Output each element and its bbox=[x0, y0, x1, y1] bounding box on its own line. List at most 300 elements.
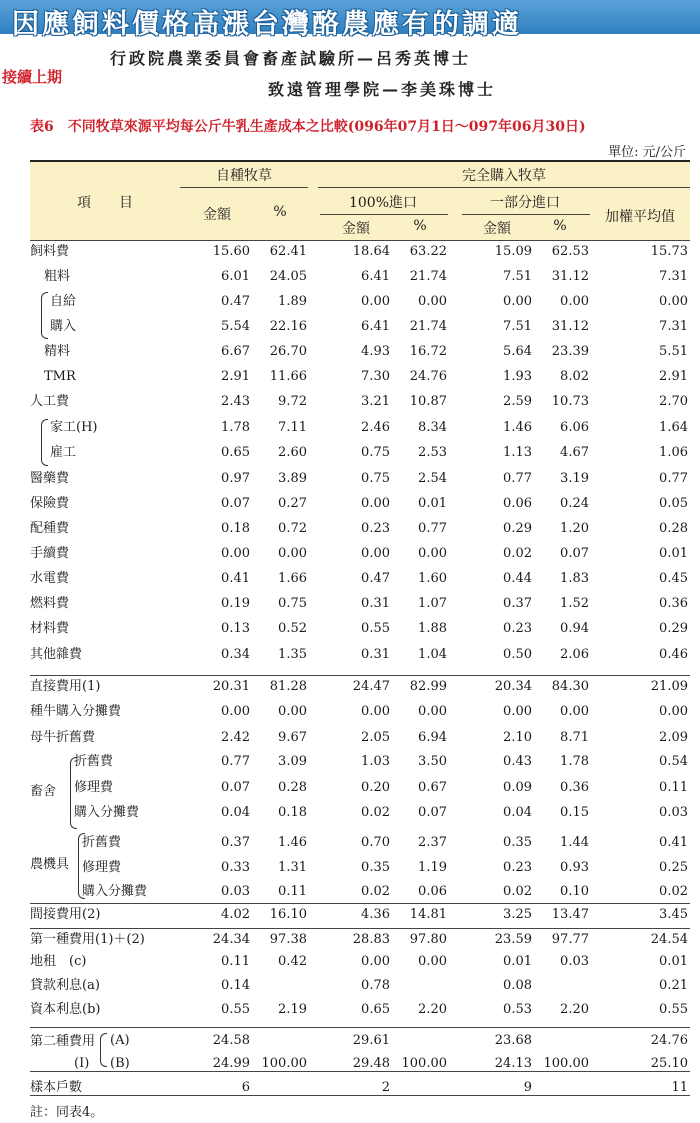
table-cell: 0.03 bbox=[560, 954, 589, 969]
table-cell: 0.67 bbox=[418, 780, 447, 795]
row-label: 母牛折舊費 bbox=[30, 730, 96, 745]
table-cell: 0.97 bbox=[221, 471, 250, 486]
table-cell: 2.70 bbox=[659, 394, 688, 409]
table-cell: 2.20 bbox=[560, 1002, 589, 1017]
table-cell: 1.66 bbox=[278, 571, 307, 586]
table-cell: 2.59 bbox=[503, 394, 532, 409]
row-label: 飼料費 bbox=[30, 244, 70, 259]
table-cell: 0.94 bbox=[560, 621, 589, 636]
table-cell: 15.09 bbox=[494, 244, 532, 259]
table-cell: 0.00 bbox=[361, 496, 390, 511]
table-cell: 0.34 bbox=[221, 647, 250, 662]
header-percent: % bbox=[413, 218, 427, 234]
table-cell: 0.00 bbox=[418, 294, 447, 309]
table-cell: 2.43 bbox=[221, 394, 250, 409]
row-label: 間接費用(2) bbox=[30, 907, 101, 922]
row-label: 貸款利息(a) bbox=[30, 978, 100, 993]
magazine-banner bbox=[0, 0, 700, 40]
table-cell: 7.11 bbox=[278, 420, 307, 435]
row-label: 人工費 bbox=[30, 394, 70, 409]
table-cell: 0.23 bbox=[503, 860, 532, 875]
table-cell: 7.31 bbox=[659, 319, 688, 334]
table-cell: 1.31 bbox=[278, 860, 307, 875]
table-cell: 0.08 bbox=[503, 978, 532, 993]
section-rule bbox=[30, 928, 690, 929]
table-cell: 23.68 bbox=[494, 1033, 532, 1048]
table-cell: 0.41 bbox=[659, 835, 688, 850]
table-cell: 14.81 bbox=[409, 907, 447, 922]
table-cell: 0.02 bbox=[659, 884, 688, 899]
table-cell: 3.21 bbox=[361, 394, 390, 409]
table-cell: 0.31 bbox=[361, 596, 390, 611]
table-cell: 0.21 bbox=[659, 978, 688, 993]
table-cell: 0.18 bbox=[221, 521, 250, 536]
group-brace bbox=[41, 292, 48, 339]
table-cell: 4.36 bbox=[361, 907, 390, 922]
table-cell: 0.25 bbox=[659, 860, 688, 875]
table-cell: 8.02 bbox=[560, 369, 589, 384]
table-cell: 24.47 bbox=[352, 679, 390, 694]
table-cell: 0.11 bbox=[659, 780, 688, 795]
row-label: 其他雜費 bbox=[30, 647, 83, 662]
table-cell: 9 bbox=[523, 1080, 532, 1095]
section-rule bbox=[30, 903, 690, 904]
group-label-livestock-housing: 畜舍 bbox=[30, 784, 57, 799]
table-cell: 31.12 bbox=[551, 319, 589, 334]
table-cell: 24.76 bbox=[650, 1033, 688, 1048]
table-cell: 20.34 bbox=[494, 679, 532, 694]
table-cell: 0.31 bbox=[361, 647, 390, 662]
table-cell: 0.19 bbox=[221, 596, 250, 611]
table-cell: 0.06 bbox=[418, 884, 447, 899]
table-cell: 20.31 bbox=[212, 679, 250, 694]
header-rule bbox=[320, 214, 448, 215]
table-cell: 100.00 bbox=[261, 1056, 307, 1071]
table-cell: 0.00 bbox=[361, 704, 390, 719]
table-cell: 97.80 bbox=[409, 932, 447, 947]
table-cell: 81.28 bbox=[269, 679, 307, 694]
table-cell: 2.60 bbox=[278, 445, 307, 460]
table-cell: 29.61 bbox=[352, 1033, 390, 1048]
table-cell: 0.28 bbox=[278, 780, 307, 795]
table-cell: 26.70 bbox=[269, 344, 307, 359]
group-label-second-cost-marker: (I) bbox=[74, 1056, 90, 1071]
table-cell: 0.28 bbox=[659, 521, 688, 536]
table-cell: 1.03 bbox=[361, 754, 390, 769]
table-top-rule bbox=[30, 160, 690, 162]
row-label: 種牛購入分攤費 bbox=[30, 704, 122, 719]
row-label: 材料費 bbox=[30, 621, 70, 636]
table-cell: 2.91 bbox=[221, 369, 250, 384]
table-cell: 18.64 bbox=[352, 244, 390, 259]
table-cell: 0.18 bbox=[278, 805, 307, 820]
table-cell: 2.91 bbox=[659, 369, 688, 384]
table-cell: 5.54 bbox=[221, 319, 250, 334]
table-cell: 0.77 bbox=[659, 471, 688, 486]
table-cell: 0.44 bbox=[503, 571, 532, 586]
table-cell: 16.72 bbox=[409, 344, 447, 359]
row-label: 修理費 bbox=[82, 860, 122, 875]
table-cell: 8.34 bbox=[418, 420, 447, 435]
table-cell: 1.46 bbox=[278, 835, 307, 850]
table-cell: 0.00 bbox=[278, 704, 307, 719]
table-cell: 0.72 bbox=[278, 521, 307, 536]
table-cell: 0.75 bbox=[361, 471, 390, 486]
section-rule bbox=[30, 1071, 690, 1072]
table-cell: 0.00 bbox=[418, 954, 447, 969]
table-cell: 0.77 bbox=[503, 471, 532, 486]
table-cell: 1.89 bbox=[278, 294, 307, 309]
table-cell: 0.93 bbox=[560, 860, 589, 875]
table-cell: 82.99 bbox=[409, 679, 447, 694]
table-cell: 0.52 bbox=[278, 621, 307, 636]
header-percent: % bbox=[553, 218, 567, 234]
table-cell: 1.60 bbox=[418, 571, 447, 586]
table-cell: 0.02 bbox=[503, 884, 532, 899]
row-label: 樣本戶數 bbox=[30, 1080, 83, 1095]
table-cell: 3.25 bbox=[503, 907, 532, 922]
table-cell: 63.22 bbox=[409, 244, 447, 259]
group-label-second-cost: 第二種費用 bbox=[30, 1034, 96, 1049]
table-cell: 1.06 bbox=[659, 445, 688, 460]
table-cell: 2.54 bbox=[418, 471, 447, 486]
table-cell: 0.43 bbox=[503, 754, 532, 769]
row-label: 精料 bbox=[44, 344, 71, 359]
table-cell: 97.38 bbox=[269, 932, 307, 947]
table-cell: 21.74 bbox=[409, 269, 447, 284]
group-label-farm-machinery: 農機具 bbox=[30, 857, 70, 872]
table-cell: 24.34 bbox=[212, 932, 250, 947]
table-cell: 8.71 bbox=[560, 730, 589, 745]
table-cell: 0.70 bbox=[361, 835, 390, 850]
header-rule bbox=[318, 187, 690, 188]
table-cell: 0.00 bbox=[221, 546, 250, 561]
table-cell: 24.76 bbox=[409, 369, 447, 384]
table-cell: 28.83 bbox=[352, 932, 390, 947]
table-cell: 1.46 bbox=[503, 420, 532, 435]
row-label: 直接費用(1) bbox=[30, 679, 101, 694]
table-cell: 0.55 bbox=[659, 1002, 688, 1017]
table-cell: 6.41 bbox=[361, 319, 390, 334]
table-cell: 0.15 bbox=[560, 805, 589, 820]
header-import-part: 一部分進口 bbox=[490, 195, 560, 211]
table-cell: 0.53 bbox=[503, 1002, 532, 1017]
table-cell: 3.09 bbox=[278, 754, 307, 769]
header-weighted-average: 加權平均值 bbox=[605, 209, 675, 225]
table-cell: 31.12 bbox=[551, 269, 589, 284]
table-cell: 4.02 bbox=[221, 907, 250, 922]
table-cell: 0.45 bbox=[659, 571, 688, 586]
table-cell: 0.41 bbox=[221, 571, 250, 586]
table-cell: 1.88 bbox=[418, 621, 447, 636]
table-cell: 0.77 bbox=[418, 521, 447, 536]
table-cell: 62.53 bbox=[551, 244, 589, 259]
table-cell: 0.77 bbox=[221, 754, 250, 769]
table-cell: 0.07 bbox=[221, 496, 250, 511]
author-line: 致遠管理學院—李美珠博士 bbox=[268, 80, 497, 99]
row-label: 資本利息(b) bbox=[30, 1002, 101, 1017]
table-cell: 1.20 bbox=[560, 521, 589, 536]
table-cell: 0.36 bbox=[659, 596, 688, 611]
group-brace bbox=[78, 833, 85, 899]
row-label: TMR bbox=[44, 369, 76, 384]
table-caption: 表6 不同牧草來源平均每公斤牛乳生產成本之比較(096年07月1日～097年06月30日) bbox=[30, 119, 586, 135]
header-rule bbox=[180, 187, 308, 188]
table-cell: 0.00 bbox=[659, 294, 688, 309]
table-cell: 0.00 bbox=[361, 294, 390, 309]
header-amount: 金額 bbox=[203, 207, 231, 223]
table-cell: 23.39 bbox=[551, 344, 589, 359]
author-line: 行政院農業委員會畜產試驗所—呂秀英博士 bbox=[110, 49, 472, 68]
table-cell: 0.36 bbox=[560, 780, 589, 795]
table-cell: 0.11 bbox=[221, 954, 250, 969]
table-cell: 0.00 bbox=[560, 294, 589, 309]
row-label: (B) bbox=[110, 1056, 130, 1071]
table-cell: 25.10 bbox=[650, 1056, 688, 1071]
table-cell: 16.10 bbox=[269, 907, 307, 922]
table-cell: 3.45 bbox=[659, 907, 688, 922]
table-cell: 3.89 bbox=[278, 471, 307, 486]
table-cell: 1.13 bbox=[503, 445, 532, 460]
row-label: (A) bbox=[110, 1033, 130, 1048]
row-label: 購入 bbox=[50, 319, 77, 334]
row-label: 地租 (c) bbox=[30, 954, 87, 969]
row-label: 粗料 bbox=[44, 269, 71, 284]
table-cell: 10.87 bbox=[409, 394, 447, 409]
table-cell: 0.50 bbox=[503, 647, 532, 662]
group-brace bbox=[70, 757, 77, 829]
row-label: 手續費 bbox=[30, 546, 70, 561]
table-cell: 0.65 bbox=[221, 445, 250, 460]
table-cell: 7.51 bbox=[503, 319, 532, 334]
table-cell: 1.64 bbox=[659, 420, 688, 435]
table-cell: 0.35 bbox=[503, 835, 532, 850]
table-cell: 4.93 bbox=[361, 344, 390, 359]
table-cell: 0.00 bbox=[560, 704, 589, 719]
table-cell: 9.72 bbox=[278, 394, 307, 409]
table-cell: 1.04 bbox=[418, 647, 447, 662]
table-cell: 2.19 bbox=[278, 1002, 307, 1017]
table-cell: 15.73 bbox=[650, 244, 688, 259]
table-cell: 24.54 bbox=[650, 932, 688, 947]
table-cell: 15.60 bbox=[212, 244, 250, 259]
table-cell: 0.02 bbox=[503, 546, 532, 561]
section-rule bbox=[30, 1027, 690, 1028]
header-bottom-rule bbox=[30, 240, 690, 241]
table-cell: 2.06 bbox=[560, 647, 589, 662]
table-cell: 0.47 bbox=[221, 294, 250, 309]
table-cell: 13.47 bbox=[551, 907, 589, 922]
table-cell: 6.41 bbox=[361, 269, 390, 284]
table-cell: 0.55 bbox=[221, 1002, 250, 1017]
row-label: 雇工 bbox=[50, 445, 77, 460]
row-label: 第一種費用(1)＋(2) bbox=[30, 932, 145, 947]
row-label: 折舊費 bbox=[74, 754, 114, 769]
table-cell: 6.06 bbox=[560, 420, 589, 435]
table-cell: 0.04 bbox=[503, 805, 532, 820]
table-cell: 0.23 bbox=[503, 621, 532, 636]
table-cell: 2.46 bbox=[361, 420, 390, 435]
banner-title: 因應飼料價格高漲台灣酪農應有的調適 bbox=[12, 9, 522, 40]
table-cell: 2.20 bbox=[418, 1002, 447, 1017]
table-cell: 0.00 bbox=[503, 704, 532, 719]
table-cell: 0.29 bbox=[503, 521, 532, 536]
table-cell: 0.09 bbox=[503, 780, 532, 795]
row-label: 購入分攤費 bbox=[82, 884, 148, 899]
header-import-100: 100%進口 bbox=[348, 195, 418, 211]
table-cell: 1.93 bbox=[503, 369, 532, 384]
table-cell: 0.00 bbox=[361, 954, 390, 969]
table-cell: 1.52 bbox=[560, 596, 589, 611]
table-cell: 1.07 bbox=[418, 596, 447, 611]
table-cell: 0.01 bbox=[659, 954, 688, 969]
table-cell: 0.00 bbox=[659, 704, 688, 719]
table-cell: 0.03 bbox=[659, 805, 688, 820]
cost-table bbox=[30, 160, 690, 1098]
table-cell: 0.13 bbox=[221, 621, 250, 636]
table-cell: 0.24 bbox=[560, 496, 589, 511]
table-cell: 21.74 bbox=[409, 319, 447, 334]
row-label: 折舊費 bbox=[82, 835, 122, 850]
header-amount: 金額 bbox=[483, 221, 511, 237]
row-label: 修理費 bbox=[74, 780, 114, 795]
table-cell: 3.19 bbox=[560, 471, 589, 486]
table-cell: 0.07 bbox=[418, 805, 447, 820]
table-cell: 24.58 bbox=[212, 1033, 250, 1048]
table-cell: 29.48 bbox=[352, 1056, 390, 1071]
table-cell: 1.83 bbox=[560, 571, 589, 586]
table-cell: 6.94 bbox=[418, 730, 447, 745]
table-cell: 62.41 bbox=[269, 244, 307, 259]
table-cell: 22.16 bbox=[269, 319, 307, 334]
table-cell: 0.33 bbox=[221, 860, 250, 875]
table-cell: 0.35 bbox=[361, 860, 390, 875]
table-cell: 0.20 bbox=[361, 780, 390, 795]
table-cell: 0.01 bbox=[659, 546, 688, 561]
table-cell: 1.78 bbox=[221, 420, 250, 435]
row-label: 購入分攤費 bbox=[74, 805, 140, 820]
table-cell: 0.01 bbox=[418, 496, 447, 511]
table-cell: 11.66 bbox=[269, 369, 307, 384]
table-cell: 0.00 bbox=[418, 704, 447, 719]
table-cell: 2.05 bbox=[361, 730, 390, 745]
row-label: 燃料費 bbox=[30, 596, 70, 611]
table-cell: 0.05 bbox=[659, 496, 688, 511]
header-rule bbox=[462, 214, 590, 215]
table-cell: 5.64 bbox=[503, 344, 532, 359]
table-cell: 2.53 bbox=[418, 445, 447, 460]
table-cell: 9.67 bbox=[278, 730, 307, 745]
table-cell: 2.42 bbox=[221, 730, 250, 745]
table-bottom-rule bbox=[30, 1095, 690, 1096]
table-cell: 0.04 bbox=[221, 805, 250, 820]
section-rule bbox=[30, 675, 690, 676]
table-cell: 2.37 bbox=[418, 835, 447, 850]
table-cell: 11 bbox=[671, 1080, 688, 1095]
group-brace bbox=[41, 419, 48, 466]
table-cell: 0.75 bbox=[278, 596, 307, 611]
table-cell: 0.02 bbox=[361, 805, 390, 820]
table-cell: 1.78 bbox=[560, 754, 589, 769]
table-cell: 24.05 bbox=[269, 269, 307, 284]
table-cell: 0.00 bbox=[418, 546, 447, 561]
header-item: 項 目 bbox=[77, 195, 133, 211]
table-cell: 0.42 bbox=[278, 954, 307, 969]
table-cell: 10.73 bbox=[551, 394, 589, 409]
table-cell: 1.19 bbox=[418, 860, 447, 875]
table-cell: 0.23 bbox=[361, 521, 390, 536]
table-cell: 0.46 bbox=[659, 647, 688, 662]
table-cell: 0.29 bbox=[659, 621, 688, 636]
row-label: 家工(H) bbox=[50, 420, 98, 435]
table-cell: 97.77 bbox=[551, 932, 589, 947]
row-label: 自給 bbox=[50, 294, 77, 309]
table-cell: 5.51 bbox=[659, 344, 688, 359]
unit-label: 單位: 元/公斤 bbox=[608, 145, 686, 160]
header-purchased: 完全購入牧草 bbox=[462, 168, 546, 184]
row-label: 配種費 bbox=[30, 521, 70, 536]
table-cell: 24.99 bbox=[212, 1056, 250, 1071]
group-brace bbox=[100, 1033, 107, 1067]
table-cell: 2.09 bbox=[659, 730, 688, 745]
table-cell: 7.51 bbox=[503, 269, 532, 284]
table-cell: 100.00 bbox=[543, 1056, 589, 1071]
table-cell: 0.10 bbox=[560, 884, 589, 899]
table-cell: 3.50 bbox=[418, 754, 447, 769]
table-cell: 7.30 bbox=[361, 369, 390, 384]
table-cell: 0.54 bbox=[659, 754, 688, 769]
table-cell: 0.78 bbox=[361, 978, 390, 993]
table-cell: 0.06 bbox=[503, 496, 532, 511]
table-cell: 6 bbox=[241, 1080, 250, 1095]
row-label: 保險費 bbox=[30, 496, 70, 511]
row-label: 水電費 bbox=[30, 571, 70, 586]
table-cell: 2.10 bbox=[503, 730, 532, 745]
header-self-grown: 自種牧草 bbox=[216, 168, 272, 184]
table-cell: 0.07 bbox=[560, 546, 589, 561]
table-cell: 0.37 bbox=[221, 835, 250, 850]
table-cell: 100.00 bbox=[401, 1056, 447, 1071]
table-cell: 0.01 bbox=[503, 954, 532, 969]
table-note: 註：同表4。 bbox=[30, 1105, 104, 1120]
table-cell: 0.37 bbox=[503, 596, 532, 611]
table-cell: 0.07 bbox=[221, 780, 250, 795]
table-cell: 0.11 bbox=[278, 884, 307, 899]
table-cell: 1.35 bbox=[278, 647, 307, 662]
table-cell: 0.55 bbox=[361, 621, 390, 636]
table-cell: 84.30 bbox=[551, 679, 589, 694]
table-cell: 0.00 bbox=[278, 546, 307, 561]
header-amount: 金額 bbox=[342, 221, 370, 237]
table-cell: 2 bbox=[381, 1080, 390, 1095]
continued-label: 接續上期 bbox=[2, 68, 63, 86]
table-cell: 21.09 bbox=[650, 679, 688, 694]
table-cell: 0.00 bbox=[503, 294, 532, 309]
table-cell: 1.44 bbox=[560, 835, 589, 850]
row-label: 醫藥費 bbox=[30, 471, 70, 486]
table-cell: 0.00 bbox=[221, 704, 250, 719]
table-cell: 0.75 bbox=[361, 445, 390, 460]
table-cell: 0.27 bbox=[278, 496, 307, 511]
table-cell: 6.01 bbox=[221, 269, 250, 284]
header-percent: % bbox=[273, 204, 287, 220]
table-cell: 0.02 bbox=[361, 884, 390, 899]
table-cell: 0.14 bbox=[221, 978, 250, 993]
table-cell: 4.67 bbox=[560, 445, 589, 460]
table-cell: 0.65 bbox=[361, 1002, 390, 1017]
table-cell: 0.00 bbox=[361, 546, 390, 561]
table-cell: 0.47 bbox=[361, 571, 390, 586]
